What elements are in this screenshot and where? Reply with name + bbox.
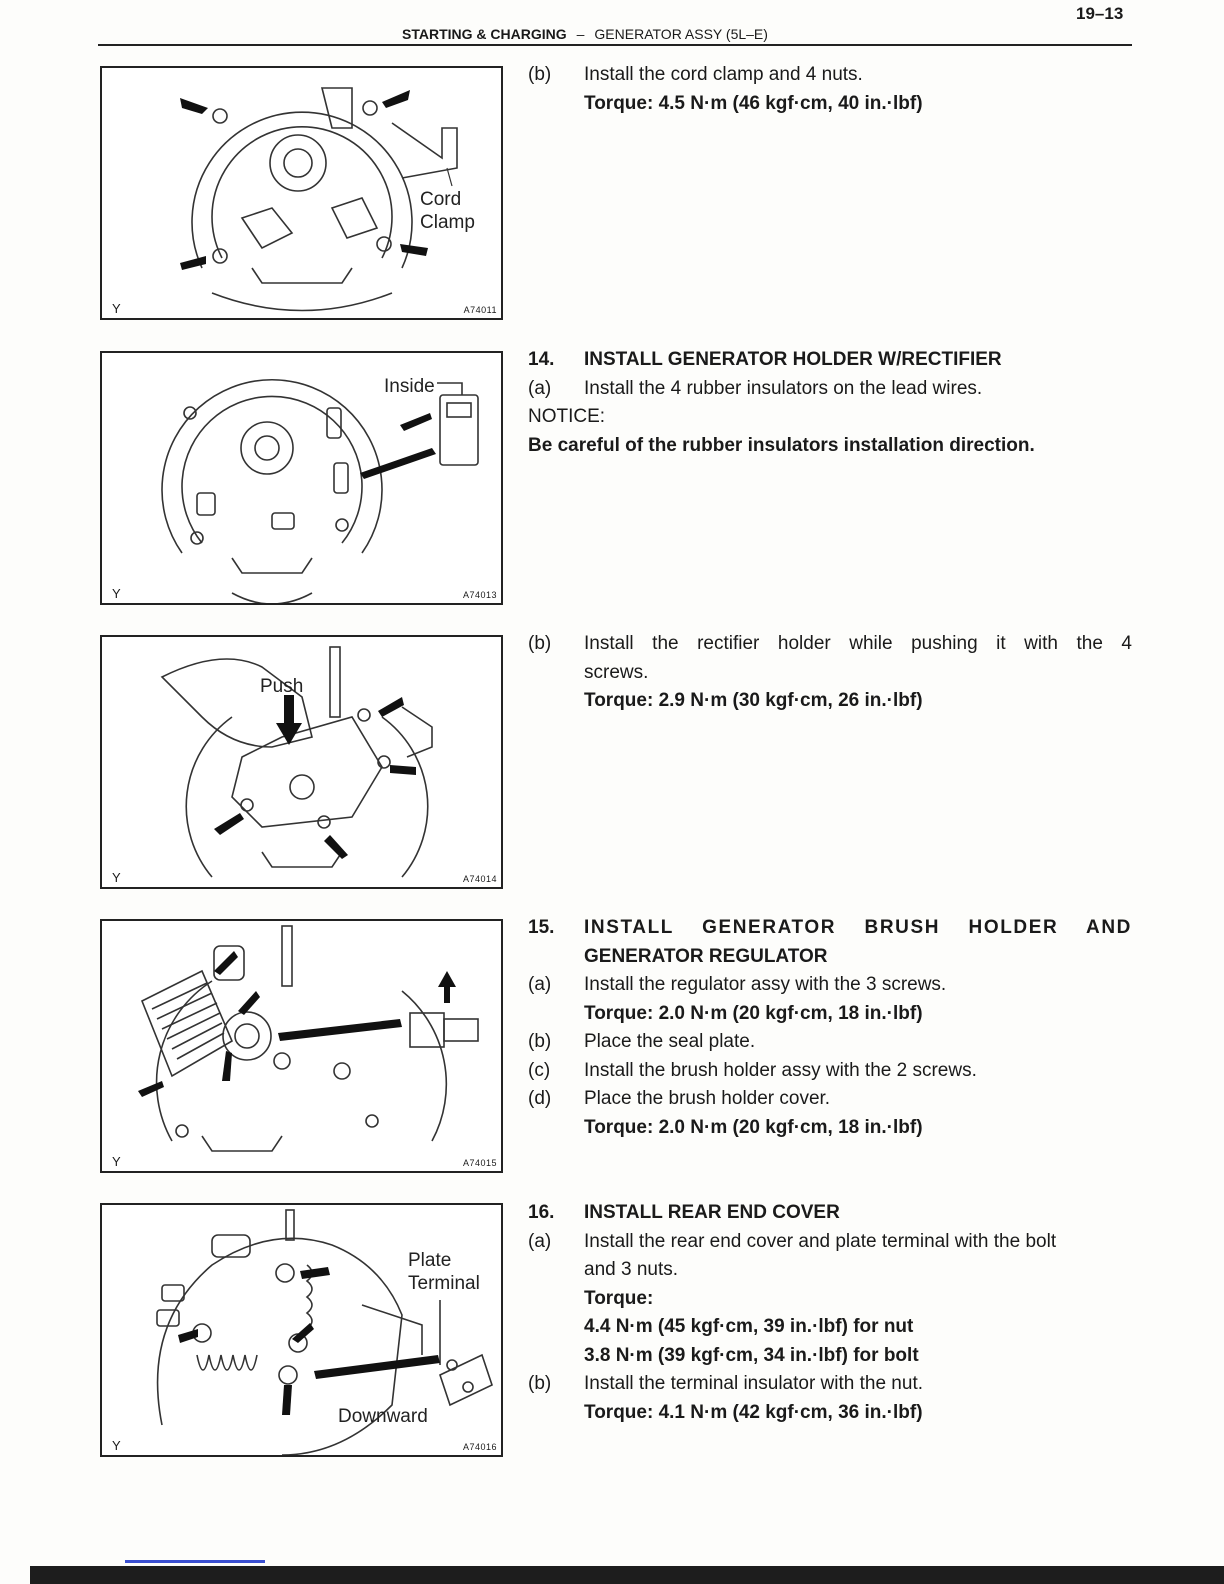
figure-y-label: Y — [112, 1154, 121, 1169]
callout-push: Push — [260, 676, 304, 697]
step-label: (b) — [528, 1373, 552, 1394]
step-text-line1: Install the rear end cover and plate terminal with the bolt — [584, 1230, 1057, 1252]
step-title-line1-content: INSTALL GENERATOR BRUSH HOLDER AND — [584, 917, 1132, 938]
step-14b-block — [528, 630, 1132, 716]
step-14b — [528, 630, 1132, 659]
callout-inside: Inside — [384, 376, 435, 397]
torque-label: Torque: — [584, 1287, 654, 1309]
step-label: (b) — [528, 1031, 552, 1052]
callout-downward: Downward — [338, 1406, 428, 1427]
figure-inside — [100, 351, 503, 605]
generator-regulator-illustration — [102, 921, 503, 1173]
callout-terminal: Terminal — [408, 1273, 480, 1294]
step-text-line2: and 3 nuts. — [584, 1259, 679, 1280]
step-15c — [528, 1057, 1132, 1086]
step-15-heading — [528, 914, 1132, 943]
step-label: (a) — [528, 974, 552, 995]
notice-text: Be careful of the rubber insulators installation direction. — [528, 434, 1035, 456]
step-15b — [528, 1028, 1132, 1057]
step-text: Install the 4 rubber insulators on the lead wires. — [584, 377, 983, 399]
callout-clamp: Clamp — [420, 212, 475, 233]
notice-label: NOTICE: — [528, 406, 606, 427]
generator-rear-cover-illustration — [102, 1205, 503, 1457]
header-section: STARTING & CHARGING — [402, 26, 567, 42]
header-topic: GENERATOR ASSY (5L–E) — [594, 26, 768, 42]
step-16a — [528, 1228, 1132, 1257]
step-text-line2: screws. — [584, 661, 649, 683]
step-text: Install the brush holder assy with the 2 screws. — [584, 1059, 977, 1081]
figure-code: A74014 — [462, 874, 497, 884]
step-15d — [528, 1085, 1132, 1114]
step-title-line2: GENERATOR REGULATOR — [584, 945, 828, 967]
figure-code: A74013 — [462, 590, 497, 600]
step-13b — [528, 61, 1132, 90]
figure-cord-clamp — [100, 66, 503, 320]
step-text: Install the terminal insulator with the nut. — [584, 1373, 924, 1394]
figure-y-label: Y — [112, 870, 121, 885]
step-16b — [528, 1370, 1132, 1399]
figure-code: A74015 — [462, 1158, 497, 1168]
generator-rectifier-illustration — [102, 353, 503, 605]
figure-y-label: Y — [112, 586, 121, 601]
step-16-heading — [528, 1199, 1132, 1228]
step-label: (b) — [528, 633, 552, 654]
step-number: 16. — [528, 1202, 555, 1223]
figure-regulator — [100, 919, 503, 1173]
figure-y-label: Y — [112, 1438, 121, 1453]
page-header — [402, 26, 768, 42]
torque-spec: Torque: 4.5 N·m (46 kgf·cm, 40 in.·lbf) — [584, 92, 923, 114]
page-number: 19–13 — [1076, 4, 1124, 23]
step-14-heading — [528, 346, 1132, 375]
step-label: (b) — [528, 64, 552, 85]
torque-spec: Torque: 2.0 N·m (20 kgf·cm, 18 in.·lbf) — [584, 1116, 923, 1138]
torque-spec: Torque: 4.1 N·m (42 kgf·cm, 36 in.·lbf) — [584, 1401, 923, 1423]
torque-spec: Torque: 2.9 N·m (30 kgf·cm, 26 in.·lbf) — [584, 690, 923, 711]
scan-bottom-edge — [30, 1566, 1224, 1584]
step-14a — [528, 375, 1132, 404]
callout-cord: Cord — [420, 189, 462, 210]
step-label: (a) — [528, 377, 552, 399]
torque-spec: Torque: 2.0 N·m (20 kgf·cm, 18 in.·lbf) — [584, 1002, 923, 1024]
figure-plate-terminal — [100, 1203, 503, 1457]
step-number: 15. — [528, 917, 555, 938]
step-13b-block — [528, 61, 1132, 118]
step-text: Install the cord clamp and 4 nuts. — [584, 64, 863, 85]
step-label: (d) — [528, 1088, 552, 1109]
step-text-line1 — [584, 630, 1132, 659]
figure-code: A74011 — [463, 305, 497, 315]
header-rule — [98, 44, 1132, 46]
step-text: Place the brush holder cover. — [584, 1088, 831, 1109]
figure-push — [100, 635, 503, 889]
step-label: (a) — [528, 1230, 552, 1252]
step-14-block — [528, 346, 1132, 460]
step-text-line1-content: Install the rectifier holder while pushing it with the 4 — [584, 633, 1132, 654]
callout-plate: Plate — [408, 1250, 452, 1271]
step-text: Install the regulator assy with the 3 screws. — [584, 974, 947, 995]
step-title: INSTALL REAR END COVER — [584, 1202, 840, 1223]
step-16-block — [528, 1199, 1132, 1427]
step-number: 14. — [528, 349, 555, 370]
figure-code: A74016 — [462, 1442, 497, 1452]
torque-spec-bolt: 3.8 N·m (39 kgf·cm, 34 in.·lbf) for bolt — [584, 1344, 919, 1366]
step-15-block — [528, 914, 1132, 1142]
step-15a — [528, 971, 1132, 1000]
scan-edge-mark — [125, 1560, 265, 1563]
figure-y-label: Y — [112, 301, 121, 316]
step-text: Place the seal plate. — [584, 1031, 756, 1052]
step-title-line1 — [584, 914, 1132, 943]
step-title: INSTALL GENERATOR HOLDER W/RECTIFIER — [584, 349, 1002, 370]
step-label: (c) — [528, 1059, 551, 1081]
header-separator: – — [576, 26, 585, 42]
torque-spec-nut: 4.4 N·m (45 kgf·cm, 39 in.·lbf) for nut — [584, 1316, 914, 1337]
